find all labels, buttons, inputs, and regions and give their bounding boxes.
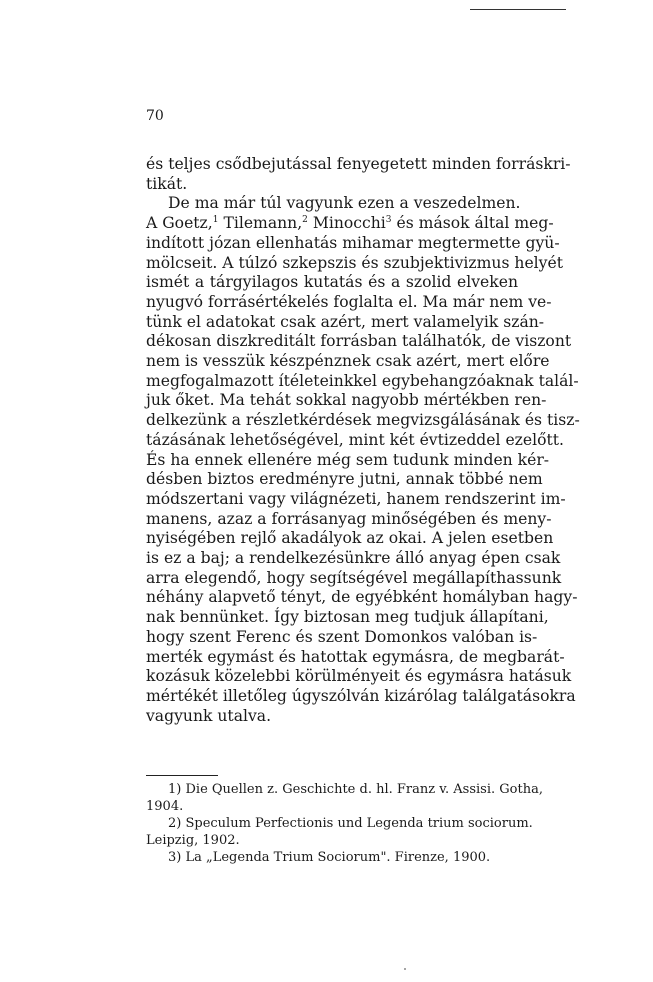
footnote-text: Speculum Perfectionis und Legenda trium sociorum.	[185, 816, 533, 831]
footnote-mark: 3)	[168, 850, 182, 865]
text-line: És ha ennek ellenére még sem tudunk minden kér-	[146, 450, 550, 469]
text-fragment: A Goetz,	[146, 214, 213, 233]
text-line: tünk el adatokat csak azért, mert valamelyik szán-	[146, 312, 545, 331]
footnote-ref-1: 1	[212, 214, 219, 225]
top-rule	[470, 9, 566, 10]
page-number: 70	[146, 108, 164, 124]
footnote-ref-2: 2	[302, 214, 308, 225]
text-line: vagyunk utalva.	[146, 706, 272, 725]
footnote-3	[146, 849, 514, 866]
text-fragment: Minocchi	[312, 214, 386, 233]
text-line: mölcseit. A túlzó szkepszis és szubjektivizmus helyét	[146, 253, 563, 272]
text-line: tikát.	[146, 174, 188, 193]
text-line: nyiségében rejlő akadályok az okai. A jelen esetben	[146, 529, 554, 548]
speck	[404, 968, 406, 970]
text-line: nyugvó forrásértékelés foglalta el. Ma már nem ve-	[146, 292, 552, 311]
text-line: is ez a baj; a rendelkezésünkre álló anyag épen csak	[146, 549, 561, 568]
text-line: ismét a tárgyilagos kutatás és a szolid elveken	[146, 273, 518, 292]
text-line: megfogalmazott ítéleteinkkel egybehangzóaknak talál-	[146, 371, 579, 390]
text-line: néhány alapvető tényt, de egyébként homályban hagy-	[146, 588, 578, 607]
body-text	[146, 155, 580, 726]
text-line: módszertani vagy világnézeti, hanem rendszerint im-	[146, 489, 566, 508]
footnote-1	[146, 781, 543, 798]
text-fragment: Tilemann,	[223, 214, 303, 233]
text-line: delkezünk a részletkérdések megvizsgálásának és tisz-	[146, 411, 580, 430]
text-fragment: és mások által meg-	[396, 214, 554, 233]
text-line: tázásának lehetőségével, mint két évtizeddel ezelőtt.	[146, 430, 564, 449]
footnote-text: La „Legenda Trium Sociorum". Firenze, 1900.	[185, 850, 491, 865]
footnotes	[146, 781, 543, 866]
text-line: indított józan ellenhatás mihamar megtermette gyü-	[146, 233, 560, 252]
text-line: dékosan diszkreditált forrásban találhatók, de viszont	[146, 332, 572, 351]
footnote-2-cont: Leipzig, 1902.	[146, 833, 240, 848]
text-line: mértékét illetőleg úgyszólván kizárólag találgatásokra	[146, 686, 576, 705]
text-line: és teljes csődbejutással fenyegetett minden forráskri-	[146, 155, 571, 173]
footnote-rule	[146, 775, 218, 776]
footnote-ref-3: 3	[385, 214, 392, 225]
text-line: kozásuk közelebbi körülményeit és egymásra hatásuk	[146, 667, 572, 686]
text-line	[146, 214, 554, 234]
footnote-1-cont: 1904.	[146, 799, 184, 814]
text-line: nem is vesszük készpénznek csak azért, mert előre	[146, 352, 550, 371]
footnote-2	[146, 815, 533, 832]
text-line: arra elegendő, hogy segítségével megállapíthassunk	[146, 568, 562, 587]
text-line: nak bennünket. Így biztosan meg tudjuk állapítani,	[146, 608, 549, 627]
footnote-text: Die Quellen z. Geschichte d. hl. Franz v. Assisi. Gotha,	[185, 782, 543, 797]
text-line: désben biztos eredményre jutni, annak többé nem	[146, 470, 543, 489]
text-line: juk őket. Ma tehát sokkal nagyobb mértékben ren-	[146, 391, 547, 410]
text-line: hogy szent Ferenc és szent Domonkos valóban is-	[146, 627, 538, 646]
text-line: De ma már túl vagyunk ezen a veszedelmen.	[168, 194, 521, 213]
footnote-mark: 2)	[168, 816, 182, 831]
text-line: manens, azaz a forrásanyag minőségében és meny-	[146, 509, 552, 528]
footnote-mark: 1)	[168, 782, 182, 797]
text-line: merték egymást és hatottak egymásra, de megbarát-	[146, 647, 565, 666]
